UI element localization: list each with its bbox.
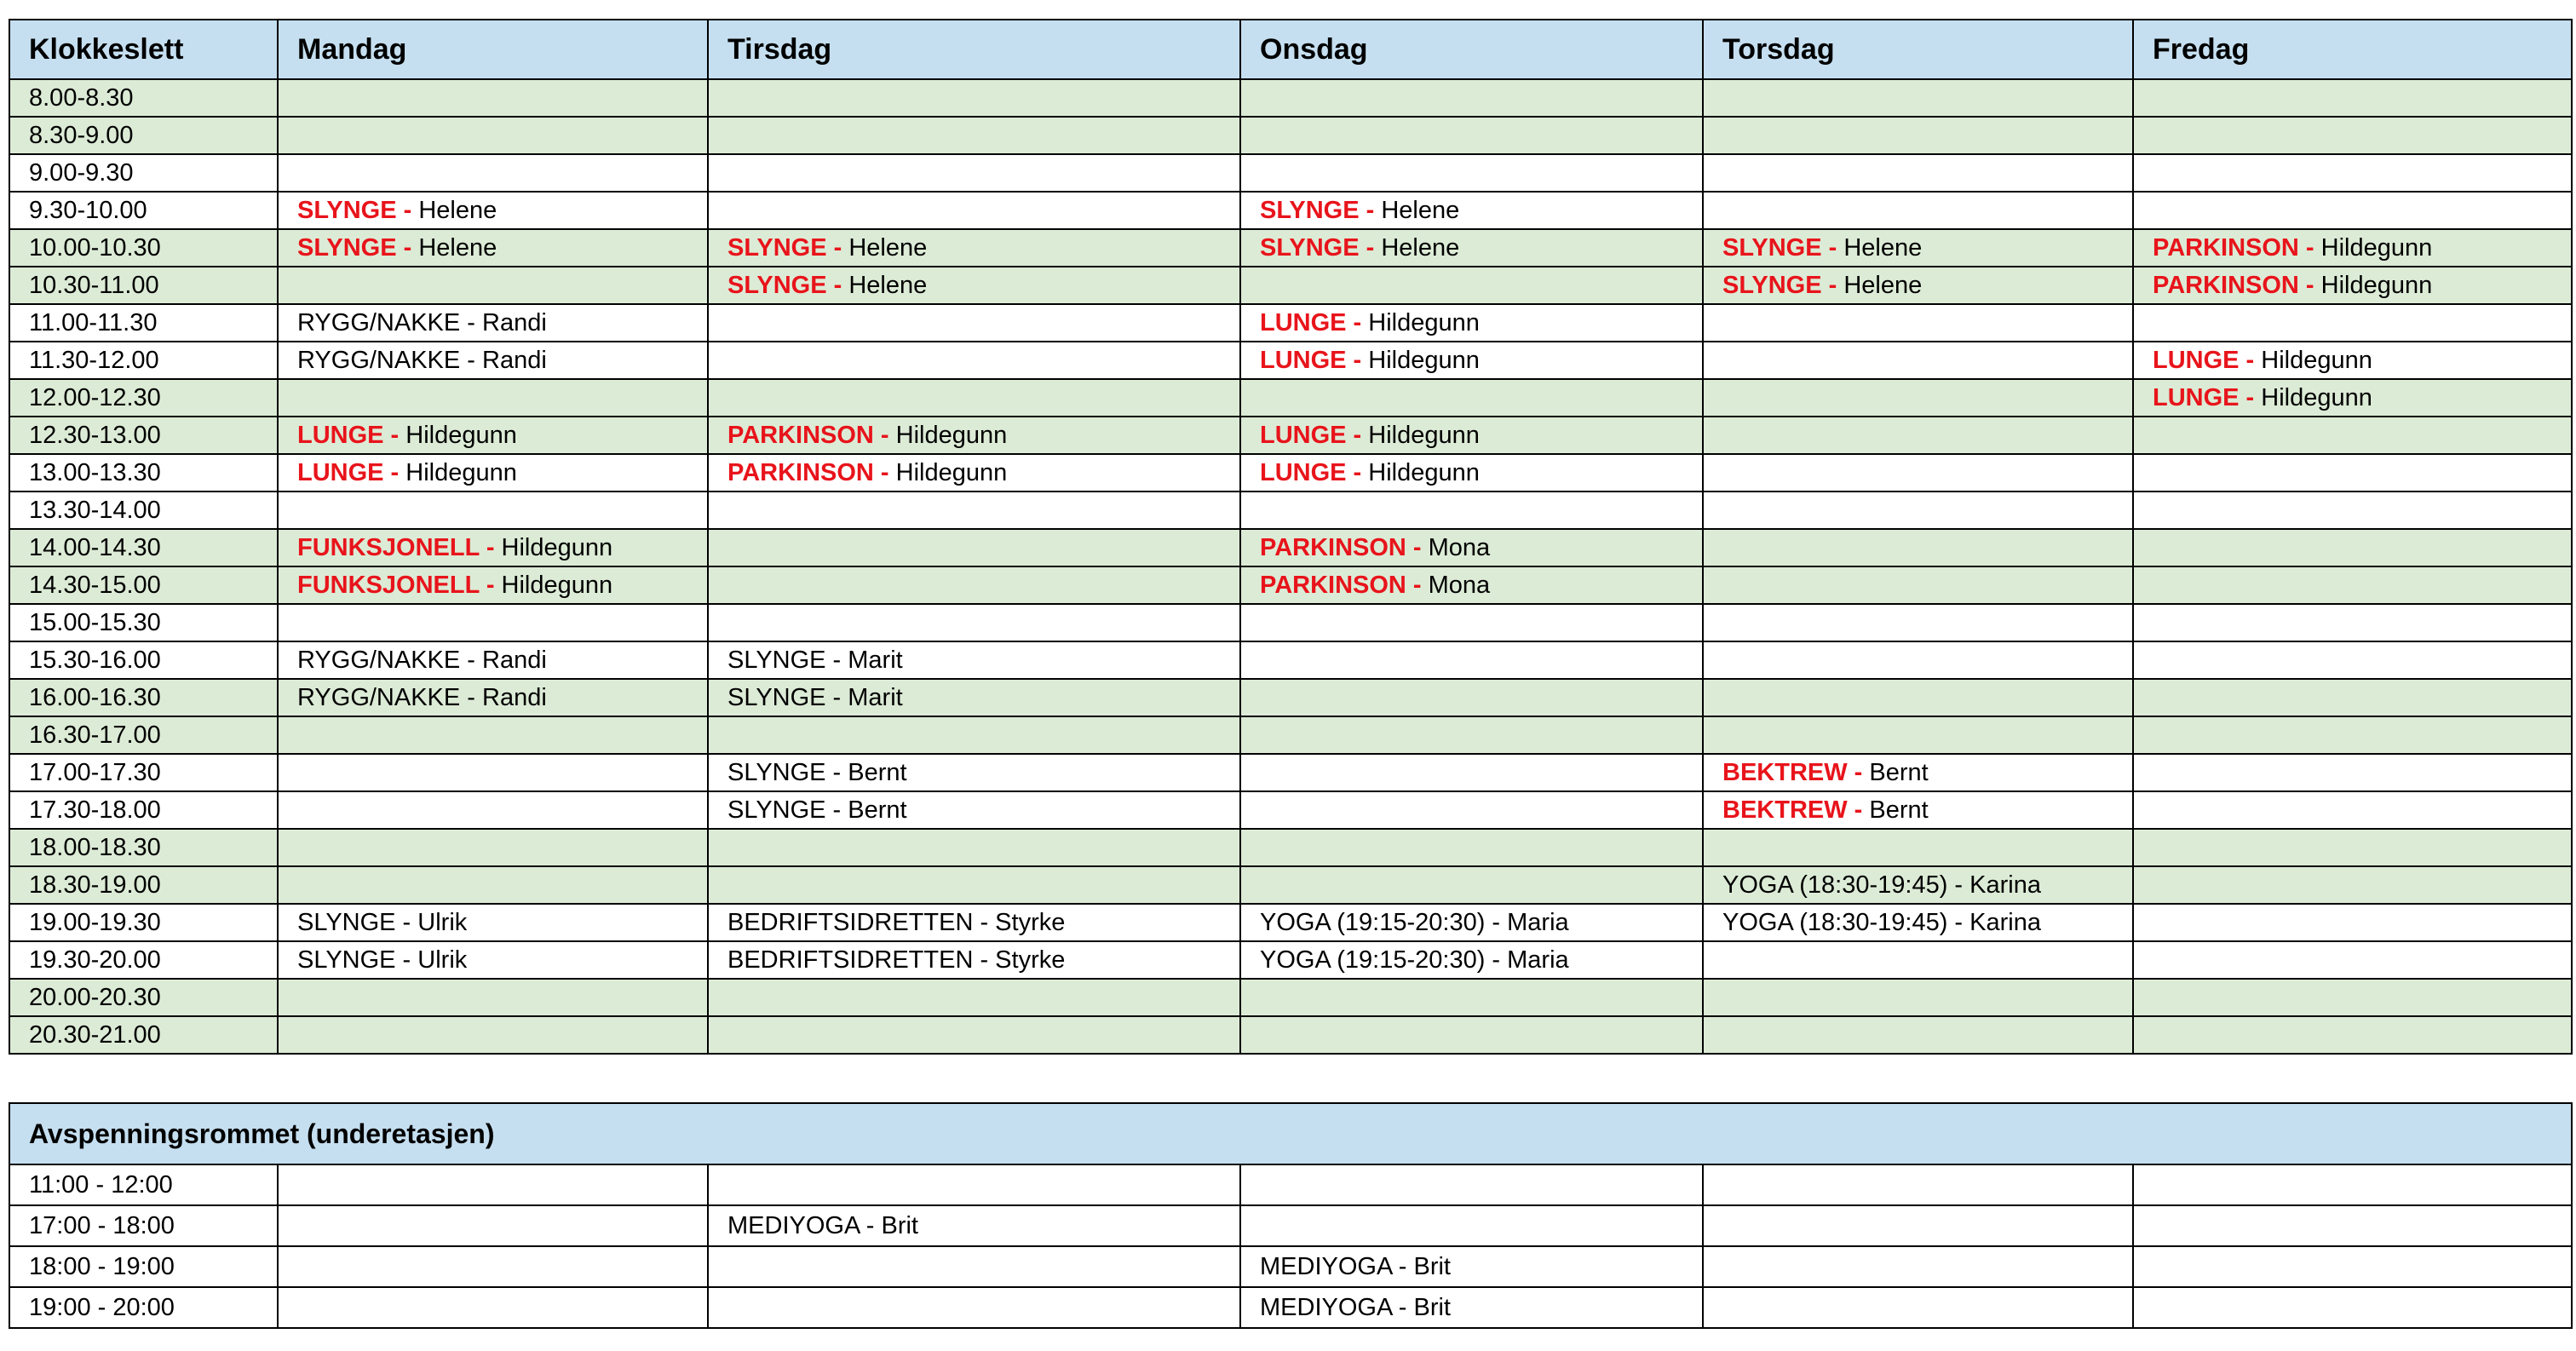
schedule-cell xyxy=(1240,641,1703,679)
schedule-cell xyxy=(1703,492,2133,529)
time-cell: 18.00-18.30 xyxy=(9,829,278,866)
schedule-cell xyxy=(278,904,708,941)
schedule-cell xyxy=(2133,679,2572,716)
relax-cell xyxy=(1703,1287,2133,1328)
class-type-highlight: PARKINSON - xyxy=(727,421,896,449)
schedule-cell xyxy=(278,679,708,716)
class-instructor: Helene xyxy=(1843,271,1923,299)
class-type-highlight: LUNGE - xyxy=(2153,346,2262,374)
time-cell: 17.00-17.30 xyxy=(9,754,278,791)
time-cell: 17.30-18.00 xyxy=(9,791,278,829)
relax-cell xyxy=(1703,1164,2133,1205)
class-instructor: Hildegunn xyxy=(405,421,517,449)
schedule-cell xyxy=(708,1016,1240,1054)
time-cell: 16.00-16.30 xyxy=(9,679,278,716)
class-type-highlight: SLYNGE - xyxy=(1722,271,1844,299)
schedule-cell xyxy=(1240,866,1703,904)
schedule-cell xyxy=(708,979,1240,1016)
class-instructor: RYGG/NAKKE - Randi xyxy=(297,308,547,336)
time-cell: 9.30-10.00 xyxy=(9,192,278,229)
schedule-row xyxy=(9,492,2572,529)
schedule-cell xyxy=(1703,941,2133,979)
schedule-row xyxy=(9,267,2572,304)
class-instructor: BEDRIFTSIDRETTEN - Styrke xyxy=(727,908,1066,936)
class-type-highlight: LUNGE - xyxy=(1260,346,1369,374)
time-cell: 18:00 - 19:00 xyxy=(9,1246,278,1287)
schedule-cell xyxy=(1703,379,2133,417)
class-instructor: RYGG/NAKKE - Randi xyxy=(297,646,547,674)
schedule-cell xyxy=(278,866,708,904)
schedule-cell xyxy=(278,342,708,379)
schedule-cell xyxy=(708,229,1240,267)
class-instructor: Helene xyxy=(848,271,928,299)
class-type-highlight: PARKINSON - xyxy=(2153,233,2321,262)
schedule-cell xyxy=(2133,641,2572,679)
relax-cell xyxy=(278,1205,708,1246)
schedule-cell xyxy=(278,716,708,754)
schedule-cell xyxy=(708,529,1240,566)
class-instructor: SLYNGE - Bernt xyxy=(727,758,907,786)
schedule-cell xyxy=(1703,417,2133,454)
schedule-cell xyxy=(708,342,1240,379)
relax-table xyxy=(9,1102,2573,1329)
schedule-row xyxy=(9,566,2572,604)
time-cell: 12.00-12.30 xyxy=(9,379,278,417)
class-type-highlight: FUNKSJONELL - xyxy=(297,533,502,561)
schedule-cell xyxy=(1703,154,2133,192)
relax-row xyxy=(9,1205,2572,1246)
class-instructor: Hildegunn xyxy=(1368,421,1480,449)
schedule-row xyxy=(9,417,2572,454)
schedule-row xyxy=(9,1016,2572,1054)
schedule-cell xyxy=(278,267,708,304)
class-type-highlight: SLYNGE - xyxy=(1722,233,1844,262)
schedule-row xyxy=(9,229,2572,267)
schedule-cell xyxy=(1703,866,2133,904)
class-type-highlight: LUNGE - xyxy=(297,458,406,486)
schedule-cell xyxy=(708,829,1240,866)
schedule-cell xyxy=(708,791,1240,829)
schedule-cell xyxy=(708,79,1240,117)
time-cell: 14.00-14.30 xyxy=(9,529,278,566)
schedule-cell xyxy=(708,379,1240,417)
time-cell: 8.00-8.30 xyxy=(9,79,278,117)
time-cell: 13.00-13.30 xyxy=(9,454,278,492)
schedule-row xyxy=(9,529,2572,566)
class-instructor: Mona xyxy=(1428,533,1491,561)
schedule-cell xyxy=(1240,117,1703,154)
schedule-cell xyxy=(278,304,708,342)
time-cell: 15.30-16.00 xyxy=(9,641,278,679)
schedule-cell xyxy=(2133,267,2572,304)
schedule-row xyxy=(9,342,2572,379)
class-type-highlight: BEKTREW - xyxy=(1722,758,1870,786)
header-day: Onsdag xyxy=(1240,20,1703,79)
schedule-row xyxy=(9,454,2572,492)
schedule-cell xyxy=(2133,529,2572,566)
time-cell: 19:00 - 20:00 xyxy=(9,1287,278,1328)
class-instructor: BEDRIFTSIDRETTEN - Styrke xyxy=(727,946,1066,974)
class-instructor: Hildegunn xyxy=(1368,346,1480,374)
class-instructor: YOGA (19:15-20:30) - Maria xyxy=(1260,908,1569,936)
class-instructor: Hildegunn xyxy=(2261,383,2372,411)
relax-cell xyxy=(1240,1205,1703,1246)
time-cell: 16.30-17.00 xyxy=(9,716,278,754)
schedule-cell xyxy=(2133,829,2572,866)
schedule-row xyxy=(9,192,2572,229)
time-cell: 10.30-11.00 xyxy=(9,267,278,304)
relax-cell: MEDIYOGA - Brit xyxy=(1240,1287,1703,1328)
relax-row xyxy=(9,1287,2572,1328)
class-type-highlight: SLYNGE - xyxy=(727,233,849,262)
class-instructor: Helene xyxy=(1381,196,1460,224)
schedule-cell xyxy=(708,154,1240,192)
schedule-cell xyxy=(708,192,1240,229)
class-instructor: Hildegunn xyxy=(2320,271,2433,299)
class-instructor: RYGG/NAKKE - Randi xyxy=(297,683,547,711)
schedule-cell xyxy=(1703,79,2133,117)
class-instructor: Hildegunn xyxy=(405,458,517,486)
schedule-cell xyxy=(1240,1016,1703,1054)
class-type-highlight: SLYNGE - xyxy=(297,196,419,224)
schedule-cell xyxy=(278,604,708,641)
relax-cell xyxy=(1703,1205,2133,1246)
relax-cell xyxy=(1240,1164,1703,1205)
schedule-cell xyxy=(1240,192,1703,229)
schedule-cell xyxy=(278,229,708,267)
schedule-cell xyxy=(1703,979,2133,1016)
time-cell: 15.00-15.30 xyxy=(9,604,278,641)
class-type-highlight: PARKINSON - xyxy=(2153,271,2321,299)
schedule-cell xyxy=(1240,716,1703,754)
header-day: Mandag xyxy=(278,20,708,79)
schedule-cell xyxy=(2133,229,2572,267)
schedule-cell xyxy=(278,79,708,117)
class-type-highlight: FUNKSJONELL - xyxy=(297,571,502,599)
time-cell: 20.30-21.00 xyxy=(9,1016,278,1054)
schedule-row xyxy=(9,604,2572,641)
relax-cell: MEDIYOGA - Brit xyxy=(708,1205,1240,1246)
schedule-cell xyxy=(278,566,708,604)
schedule-cell xyxy=(278,1016,708,1054)
header-day: Fredag xyxy=(2133,20,2572,79)
schedule-cell xyxy=(1703,192,2133,229)
relax-title: Avspenningsrommet (underetasjen) xyxy=(9,1103,2572,1164)
schedule-cell xyxy=(1703,267,2133,304)
schedule-cell xyxy=(2133,117,2572,154)
schedule-cell xyxy=(2133,866,2572,904)
relax-cell xyxy=(708,1246,1240,1287)
schedule-cell xyxy=(708,492,1240,529)
schedule-cell xyxy=(1703,229,2133,267)
class-instructor: Helene xyxy=(1843,233,1923,262)
schedule-row xyxy=(9,117,2572,154)
relax-cell xyxy=(278,1287,708,1328)
header-time: Klokkeslett xyxy=(9,20,278,79)
class-instructor: SLYNGE - Marit xyxy=(727,646,903,674)
class-instructor: SLYNGE - Bernt xyxy=(727,796,907,824)
schedule-cell xyxy=(1703,529,2133,566)
schedule-cell xyxy=(2133,754,2572,791)
schedule-cell xyxy=(1240,604,1703,641)
class-type-highlight: LUNGE - xyxy=(1260,421,1369,449)
class-type-highlight: SLYNGE - xyxy=(1260,233,1382,262)
class-type-highlight: PARKINSON - xyxy=(1260,571,1429,599)
time-cell: 11.30-12.00 xyxy=(9,342,278,379)
class-instructor: Hildegunn xyxy=(2261,346,2372,374)
schedule-cell xyxy=(1703,304,2133,342)
schedule-row xyxy=(9,979,2572,1016)
class-instructor: Helene xyxy=(848,233,928,262)
schedule-cell xyxy=(1240,342,1703,379)
class-instructor: Hildegunn xyxy=(501,533,613,561)
schedule-cell xyxy=(2133,1016,2572,1054)
class-instructor: Helene xyxy=(418,233,497,262)
schedule-cell xyxy=(1240,267,1703,304)
class-instructor: Hildegunn xyxy=(1368,458,1480,486)
schedule-cell xyxy=(708,866,1240,904)
class-type-highlight: SLYNGE - xyxy=(727,271,849,299)
schedule-cell xyxy=(708,604,1240,641)
schedule-cell xyxy=(1240,529,1703,566)
schedule-table xyxy=(9,19,2573,1055)
schedule-cell xyxy=(1703,904,2133,941)
schedule-row xyxy=(9,679,2572,716)
schedule-cell xyxy=(1240,904,1703,941)
schedule-row xyxy=(9,829,2572,866)
time-cell: 12.30-13.00 xyxy=(9,417,278,454)
schedule-cell xyxy=(1240,304,1703,342)
schedule-cell xyxy=(1240,979,1703,1016)
schedule-cell xyxy=(278,791,708,829)
schedule-row xyxy=(9,304,2572,342)
time-cell: 11.00-11.30 xyxy=(9,304,278,342)
schedule-cell xyxy=(1240,417,1703,454)
header-row xyxy=(9,20,2572,79)
schedule-cell xyxy=(1703,454,2133,492)
class-type-highlight: BEKTREW - xyxy=(1722,796,1870,824)
schedule-cell xyxy=(278,417,708,454)
time-cell: 13.30-14.00 xyxy=(9,492,278,529)
schedule-cell xyxy=(2133,941,2572,979)
relax-cell xyxy=(708,1164,1240,1205)
class-instructor: Hildegunn xyxy=(501,571,613,599)
relax-cell: MEDIYOGA - Brit xyxy=(1240,1246,1703,1287)
class-instructor: YOGA (19:15-20:30) - Maria xyxy=(1260,946,1569,974)
time-cell: 17:00 - 18:00 xyxy=(9,1205,278,1246)
time-cell: 14.30-15.00 xyxy=(9,566,278,604)
schedule-cell xyxy=(278,454,708,492)
relax-cell xyxy=(2133,1246,2572,1287)
class-type-highlight: SLYNGE - xyxy=(297,233,419,262)
schedule-cell xyxy=(2133,979,2572,1016)
schedule-cell xyxy=(1703,716,2133,754)
schedule-row xyxy=(9,641,2572,679)
schedule-cell xyxy=(708,754,1240,791)
schedule-cell xyxy=(2133,604,2572,641)
class-instructor: RYGG/NAKKE - Randi xyxy=(297,346,547,374)
header-day: Torsdag xyxy=(1703,20,2133,79)
class-instructor: YOGA (18:30-19:45) - Karina xyxy=(1722,871,2041,899)
schedule-cell xyxy=(1240,679,1703,716)
schedule-cell xyxy=(1703,117,2133,154)
relaxation-room-schedule xyxy=(9,1102,2571,1329)
class-instructor: Helene xyxy=(1381,233,1460,262)
class-type-highlight: LUNGE - xyxy=(297,421,406,449)
schedule-cell xyxy=(1703,754,2133,791)
schedule-row xyxy=(9,904,2572,941)
time-cell: 19.00-19.30 xyxy=(9,904,278,941)
schedule-cell xyxy=(2133,342,2572,379)
schedule-cell xyxy=(708,566,1240,604)
class-instructor: Bernt xyxy=(1869,758,1929,786)
class-instructor: Bernt xyxy=(1869,796,1929,824)
class-instructor: Hildegunn xyxy=(2320,233,2433,262)
schedule-row xyxy=(9,941,2572,979)
schedule-cell xyxy=(708,679,1240,716)
class-type-highlight: LUNGE - xyxy=(1260,458,1369,486)
schedule-cell xyxy=(1240,79,1703,117)
time-cell: 9.00-9.30 xyxy=(9,154,278,192)
class-type-highlight: LUNGE - xyxy=(1260,308,1369,336)
schedule-cell xyxy=(1240,829,1703,866)
header-day: Tirsdag xyxy=(708,20,1240,79)
schedule-cell xyxy=(2133,379,2572,417)
time-cell: 10.00-10.30 xyxy=(9,229,278,267)
schedule-cell xyxy=(2133,154,2572,192)
class-type-highlight: PARKINSON - xyxy=(1260,533,1429,561)
relax-row xyxy=(9,1246,2572,1287)
schedule-cell xyxy=(1240,566,1703,604)
schedule-cell xyxy=(708,941,1240,979)
schedule-cell xyxy=(2133,417,2572,454)
relax-cell xyxy=(2133,1164,2572,1205)
time-cell: 8.30-9.00 xyxy=(9,117,278,154)
schedule-cell xyxy=(1240,791,1703,829)
relax-cell xyxy=(708,1287,1240,1328)
schedule-cell xyxy=(2133,791,2572,829)
schedule-cell xyxy=(278,192,708,229)
schedule-cell xyxy=(1703,641,2133,679)
class-instructor: Hildegunn xyxy=(895,421,1008,449)
schedule-cell xyxy=(1703,791,2133,829)
class-instructor: Hildegunn xyxy=(1368,308,1480,336)
time-cell: 19.30-20.00 xyxy=(9,941,278,979)
schedule-row xyxy=(9,716,2572,754)
schedule-cell xyxy=(1703,566,2133,604)
schedule-cell xyxy=(708,117,1240,154)
schedule-cell xyxy=(2133,904,2572,941)
class-type-highlight: SLYNGE - xyxy=(1260,196,1382,224)
schedule-cell xyxy=(278,754,708,791)
time-cell: 11:00 - 12:00 xyxy=(9,1164,278,1205)
schedule-cell xyxy=(278,492,708,529)
schedule-cell xyxy=(1240,229,1703,267)
schedule-cell xyxy=(1240,379,1703,417)
class-instructor: SLYNGE - Marit xyxy=(727,683,903,711)
schedule-cell xyxy=(2133,566,2572,604)
schedule-cell xyxy=(708,267,1240,304)
class-type-highlight: LUNGE - xyxy=(2153,383,2262,411)
class-instructor: SLYNGE - Ulrik xyxy=(297,946,468,974)
schedule-cell xyxy=(2133,716,2572,754)
schedule-cell xyxy=(278,379,708,417)
schedule-cell xyxy=(708,304,1240,342)
schedule-cell xyxy=(2133,304,2572,342)
schedule-cell xyxy=(278,154,708,192)
schedule-row xyxy=(9,866,2572,904)
schedule-cell xyxy=(278,941,708,979)
schedule-cell xyxy=(708,454,1240,492)
schedule-cell xyxy=(1703,1016,2133,1054)
class-instructor: YOGA (18:30-19:45) - Karina xyxy=(1722,908,2041,936)
relax-cell xyxy=(278,1164,708,1205)
schedule-cell xyxy=(1703,604,2133,641)
schedule-cell xyxy=(1703,829,2133,866)
relax-cell xyxy=(1703,1246,2133,1287)
schedule-cell xyxy=(2133,492,2572,529)
schedule-cell xyxy=(1240,492,1703,529)
schedule-row xyxy=(9,154,2572,192)
schedule-cell xyxy=(1703,679,2133,716)
schedule-row xyxy=(9,754,2572,791)
schedule-cell xyxy=(2133,79,2572,117)
schedule-cell xyxy=(278,117,708,154)
class-instructor: Hildegunn xyxy=(895,458,1008,486)
schedule-cell xyxy=(708,417,1240,454)
schedule-row xyxy=(9,379,2572,417)
schedule-row xyxy=(9,791,2572,829)
schedule-cell xyxy=(1703,342,2133,379)
schedule-cell xyxy=(1240,154,1703,192)
class-instructor: SLYNGE - Ulrik xyxy=(297,908,468,936)
time-cell: 20.00-20.30 xyxy=(9,979,278,1016)
schedule-cell xyxy=(708,641,1240,679)
class-instructor: Mona xyxy=(1428,571,1491,599)
relax-cell xyxy=(278,1246,708,1287)
schedule-cell xyxy=(708,904,1240,941)
schedule-cell xyxy=(278,829,708,866)
schedule-cell xyxy=(1240,754,1703,791)
schedule-cell xyxy=(278,979,708,1016)
class-instructor: Helene xyxy=(418,196,497,224)
relax-cell xyxy=(2133,1287,2572,1328)
time-cell: 18.30-19.00 xyxy=(9,866,278,904)
relax-row xyxy=(9,1164,2572,1205)
schedule-row xyxy=(9,79,2572,117)
schedule-cell xyxy=(1240,941,1703,979)
schedule-cell xyxy=(708,716,1240,754)
schedule-cell xyxy=(2133,192,2572,229)
class-type-highlight: PARKINSON - xyxy=(727,458,896,486)
schedule-cell xyxy=(1240,454,1703,492)
schedule-cell xyxy=(278,641,708,679)
schedule-cell xyxy=(2133,454,2572,492)
relax-cell xyxy=(2133,1205,2572,1246)
main-schedule xyxy=(9,19,2571,1055)
schedule-cell xyxy=(278,529,708,566)
